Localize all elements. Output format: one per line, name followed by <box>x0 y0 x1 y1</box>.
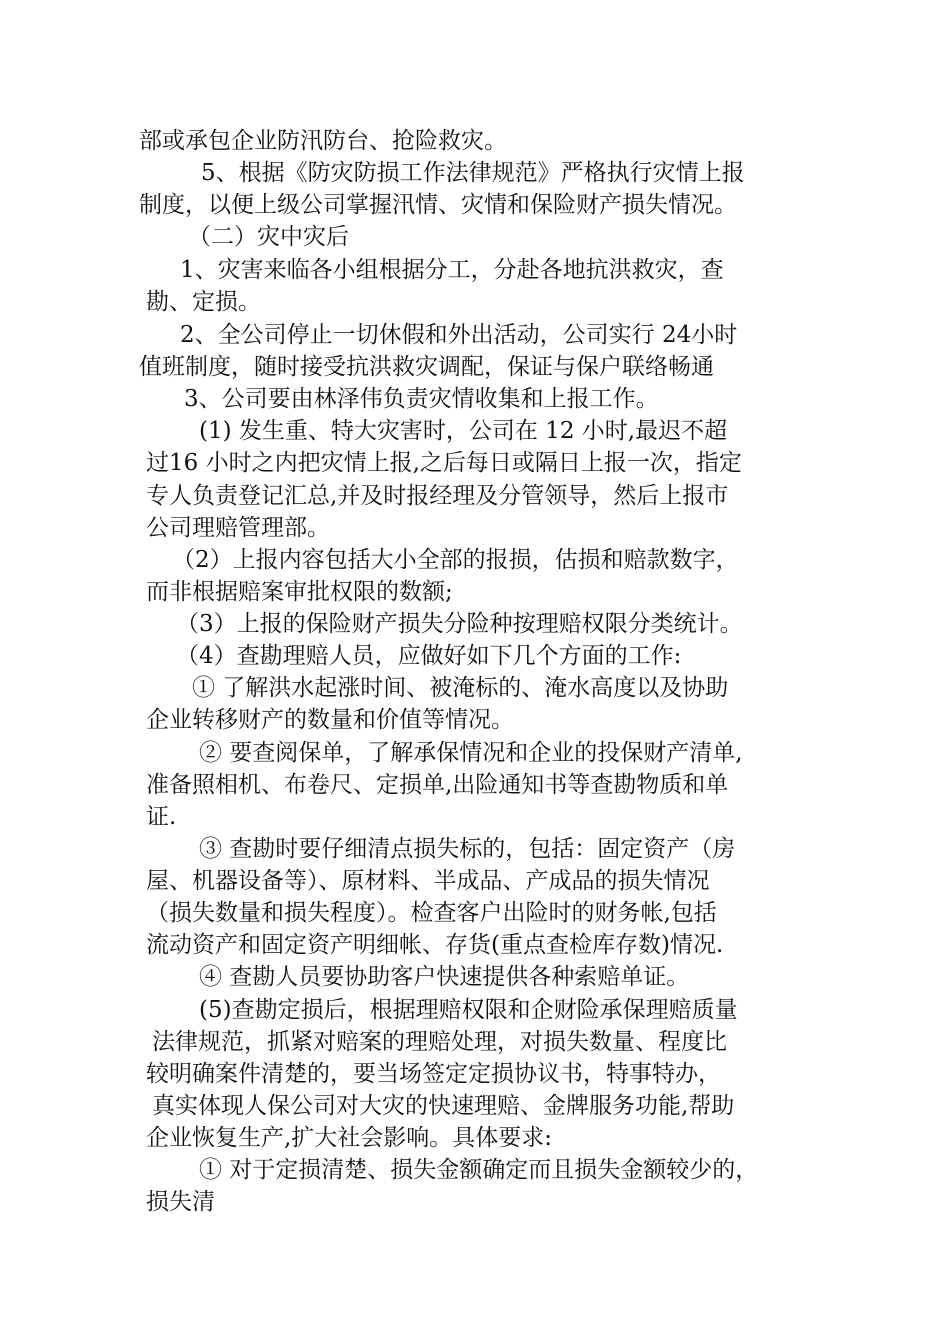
text-line: 2、全公司停止一切休假和外出活动，公司实行 24小时 <box>180 322 738 348</box>
text-line: 5、根据《防灾防损工作法律规范》严格执行灾情上报 <box>201 160 745 186</box>
text-line: （4）查勘理赔人员，应做好如下几个方面的工作: <box>176 643 682 669</box>
text-line: 证. <box>146 804 177 830</box>
text-line: 较明确案件清楚的，要当场签定定损协议书，特事特办， <box>146 1061 721 1087</box>
text-line: 法律规范，抓紧对赔案的理赔处理，对损失数量、程度比 <box>152 1029 727 1055</box>
text-line: ② 要查阅保单，了解承保情况和企业的投保财产清单, <box>199 740 743 766</box>
text-line: 勘、定损。 <box>146 289 261 315</box>
text-line: 专人负责登记汇总,并及时报经理及分管领导，然后上报市 <box>146 483 729 509</box>
text-line: 3、公司要由林泽伟负责灾情收集和上报工作。 <box>184 386 659 412</box>
text-line: 1、灾害来临各小组根据分工，分赴各地抗洪救灾，查 <box>180 257 724 283</box>
text-line: 流动资产和固定资产明细帐、存货(重点查检库存数)情况. <box>146 932 724 958</box>
text-line: ① 对于定损清楚、损失金额确定而且损失金额较少的， <box>199 1157 759 1183</box>
text-line: （2）上报内容包括大小全部的报损，估损和赔款数字， <box>172 547 739 573</box>
text-line: ① 了解洪水起涨时间、被淹标的、淹水高度以及协助 <box>192 675 729 701</box>
text-line: ③ 查勘时要仔细清点损失标的，包括：固定资产（房 <box>199 836 736 862</box>
text-line: （损失数量和损失程度）。检查客户出险时的财务帐,包括 <box>146 900 717 926</box>
text-line: 公司理赔管理部。 <box>146 515 330 541</box>
text-line: 制度，以便上级公司掌握汛情、灾情和保险财产损失情况。 <box>139 192 737 218</box>
text-line: (1) 发生重、特大灾害时，公司在 12 小时,最迟不超 <box>199 418 728 444</box>
text-line: (5)查勘定损后，根据理赔权限和企财险承保理赔质量 <box>199 997 738 1023</box>
text-line: 准备照相机、布卷尺、定损单,出险通知书等查勘物质和单 <box>146 772 729 798</box>
section-heading: （二）灾中灾后 <box>188 224 349 250</box>
text-line: 损失清 <box>146 1189 215 1215</box>
text-line: 企业转移财产的数量和价值等情况。 <box>146 707 514 733</box>
text-line: 而非根据赔案审批权限的数额; <box>146 579 453 605</box>
text-line: 屋、机器设备等）、原材料、半成品、产成品的损失情况 <box>146 868 710 894</box>
text-line: （3）上报的保险财产损失分险种按理赔权限分类统计。 <box>176 611 743 637</box>
text-line: 值班制度，随时接受抗洪救灾调配，保证与保户联络畅通 <box>139 354 714 380</box>
text-line: ④ 查勘人员要协助客户快速提供各种索赔单证。 <box>199 964 690 990</box>
text-line: 真实体现人保公司对大灾的快速理赔、金牌服务功能,帮助 <box>152 1093 735 1119</box>
text-line: 部或承包企业防汛防台、抢险救灾。 <box>139 128 507 154</box>
text-line: 过16 小时之内把灾情上报,之后每日或隔日上报一次，指定 <box>146 450 742 476</box>
text-line: 企业恢复生产,扩大社会影响。具体要求: <box>146 1125 553 1151</box>
